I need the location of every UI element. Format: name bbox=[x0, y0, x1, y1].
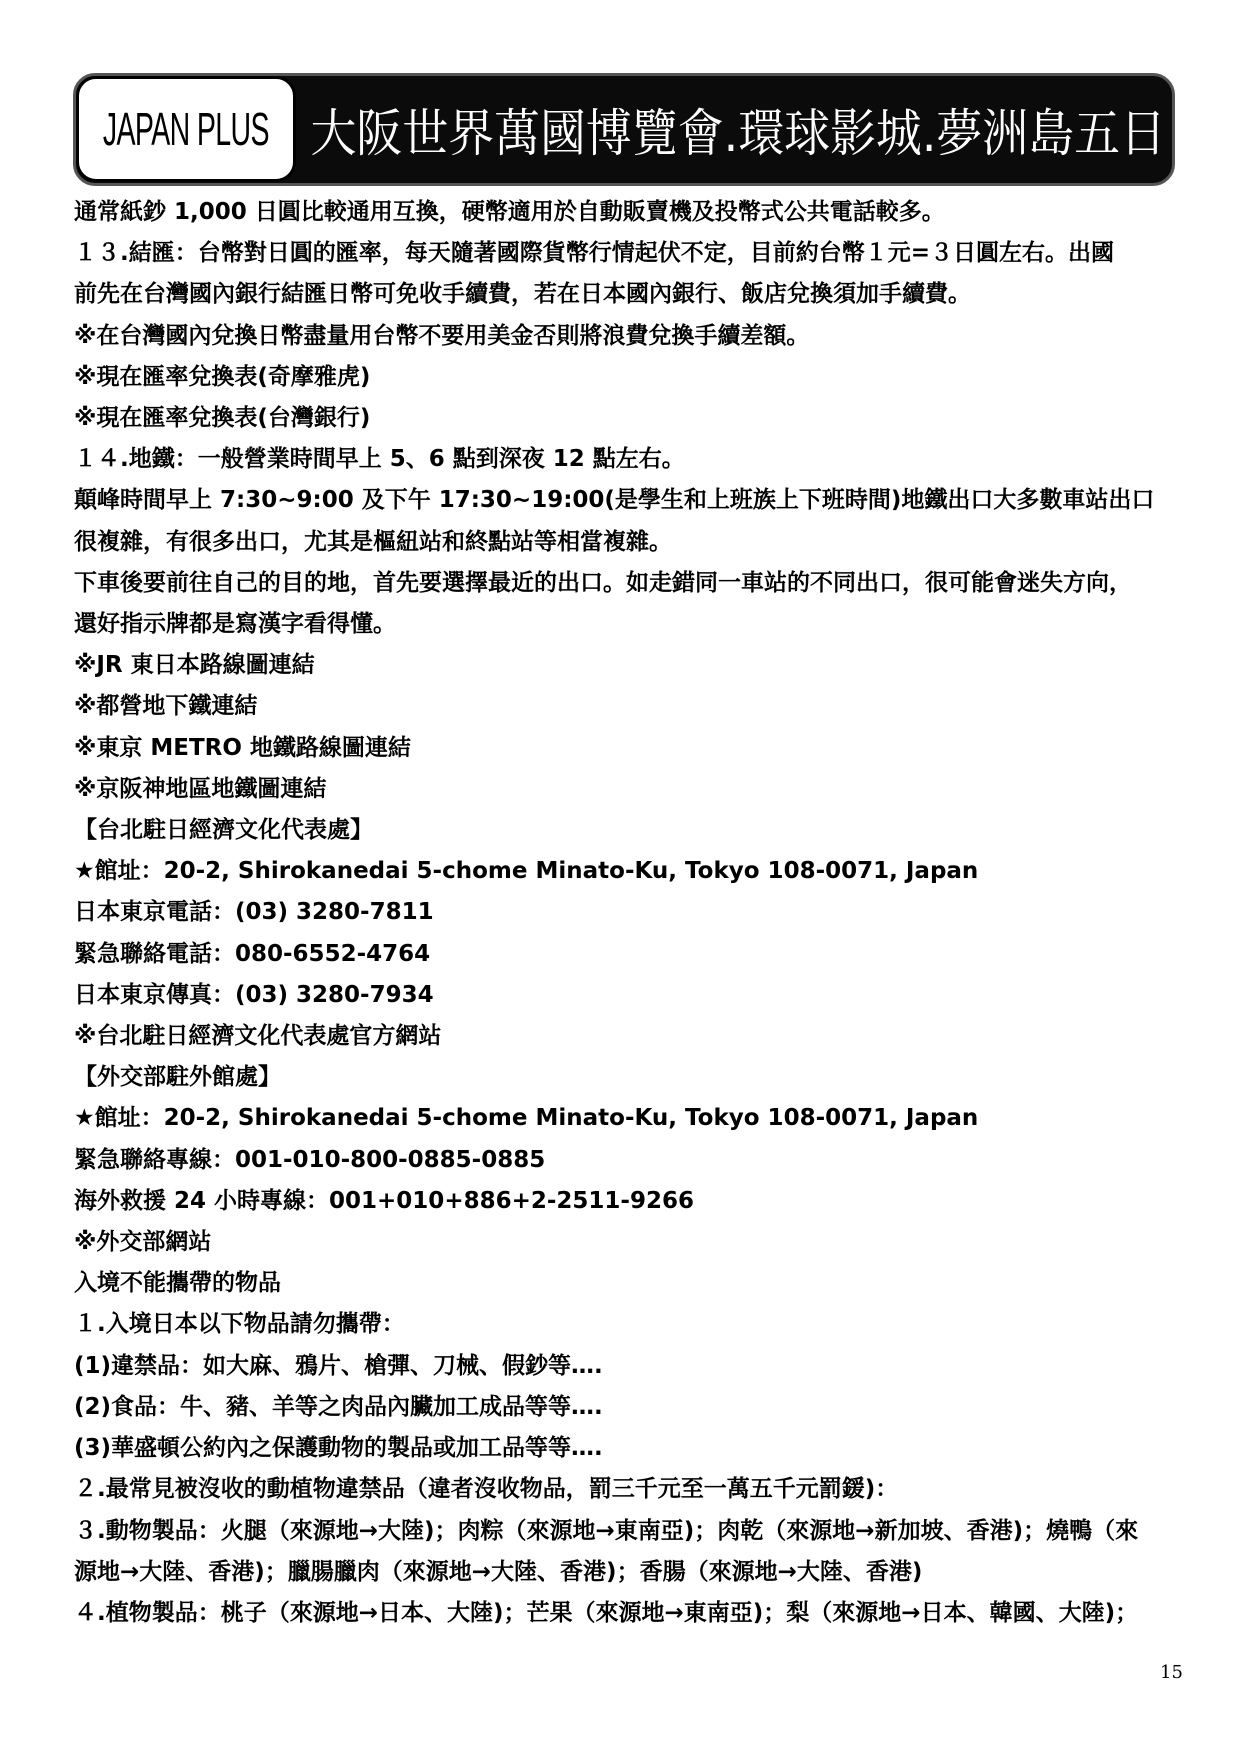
text-line: 顛峰時間早上 7:30~9:00 及下午 17:30~19:00(是學生和上班族上下班時間)地鐵出口大多數車站出口 bbox=[74, 487, 1155, 514]
text-line: ★館址：20-2, Shirokanedai 5-chome Minato-Ku, Tokyo 108-0071, Japan bbox=[74, 1105, 979, 1132]
text-line: ４.植物製品：桃子（來源地→日本、大陸)；芒果（來源地→東南亞)；梨（來源地→日本、韓國、大陸)； bbox=[74, 1599, 1139, 1626]
text-line: １.入境日本以下物品請勿攜帶： bbox=[74, 1311, 405, 1338]
tokyo-metro-map-link[interactable]: ※東京 METRO 地鐵路線圖連結 bbox=[74, 734, 411, 761]
text-line: ３.動物製品：火腿（來源地→大陸)；肉粽（來源地→東南亞)；肉乾（來源地→新加坡、香港)；燒鴨（來 bbox=[74, 1517, 1139, 1544]
brand-logo bbox=[76, 76, 296, 182]
text-line: 很複雜，有很多出口，尤其是樞紐站和終點站等相當複雜。 bbox=[74, 528, 672, 555]
text-line: 源地→大陸、香港)；臘腸臘肉（來源地→大陸、香港)；香腸（來源地→大陸、香港) bbox=[74, 1558, 923, 1585]
section-heading: 【外交部駐外館處】 bbox=[74, 1064, 281, 1091]
text-line: ★館址：20-2, Shirokanedai 5-chome Minato-Ku, Tokyo 108-0071, Japan bbox=[74, 858, 979, 885]
section-heading: 【台北駐日經濟文化代表處】 bbox=[74, 817, 373, 844]
text-line: (3)華盛頓公約內之保護動物的製品或加工品等等…. bbox=[74, 1435, 603, 1462]
text-line: (1)違禁品：如大麻、鴉片、槍彈、刀械、假鈔等…. bbox=[74, 1352, 603, 1379]
text-line: 日本東京傳真：(03) 3280-7934 bbox=[74, 981, 434, 1008]
text-line: ※在台灣國內兌換日幣盡量用台幣不要用美金否則將浪費兌換手續差額。 bbox=[74, 322, 810, 349]
body-text bbox=[74, 192, 1202, 1634]
text-line: 日本東京電話：(03) 3280-7811 bbox=[74, 899, 434, 926]
page-title: 大阪世界萬國博覽會.環球影城.夢洲島五日 bbox=[310, 105, 1166, 164]
text-line: 緊急聯絡電話：080-6552-4764 bbox=[74, 940, 431, 967]
mofa-website-link[interactable]: ※外交部網站 bbox=[74, 1229, 212, 1256]
text-line: ２.最常見被沒收的動植物違禁品（違者沒收物品，罰三千元至一萬五千元罰鍰)： bbox=[74, 1476, 899, 1503]
toei-subway-link[interactable]: ※都營地下鐵連結 bbox=[74, 693, 258, 720]
brand-text: JAPAN PLUS bbox=[102, 103, 270, 155]
text-line: １３.結匯：台幣對日圓的匯率，每天隨著國際貨幣行情起伏不定，目前約台幣１元=３日圓左右。出國 bbox=[74, 240, 1115, 267]
text-line: 下車後要前往自己的目的地，首先要選擇最近的出口。如走錯同一車站的不同出口，很可能會迷失方向， bbox=[74, 569, 1132, 596]
text-line: 通常紙鈔 1,000 日圓比較通用互換，硬幣適用於自動販賣機及投幣式公共電話較多。 bbox=[74, 199, 945, 225]
text-line: １４.地鐵：一般營業時間早上 5、6 點到深夜 12 點左右。 bbox=[74, 446, 685, 473]
page-number: 15 bbox=[1160, 1662, 1183, 1683]
keihanshin-subway-map-link[interactable]: ※京阪神地區地鐵圖連結 bbox=[74, 775, 327, 802]
taipei-office-website-link[interactable]: ※台北駐日經濟文化代表處官方網站 bbox=[74, 1023, 442, 1050]
text-line: 海外救援 24 小時專線：001+010+886+2-2511-9266 bbox=[74, 1187, 694, 1214]
jr-east-map-link[interactable]: ※JR 東日本路線圖連結 bbox=[74, 652, 315, 679]
text-line: 前先在台灣國內銀行結匯日幣可免收手續費，若在日本國內銀行、飯店兌換須加手續費。 bbox=[74, 281, 971, 308]
text-line: (2)食品：牛、豬、羊等之肉品內臟加工成品等等…. bbox=[74, 1393, 603, 1420]
section-heading: 入境不能攜帶的物品 bbox=[74, 1270, 281, 1297]
text-line: 緊急聯絡專線：001-010-800-0885-0885 bbox=[74, 1146, 546, 1173]
text-line: 還好指示牌都是寫漢字看得懂。 bbox=[74, 611, 396, 638]
exchange-rate-link-yahoo[interactable]: ※現在匯率兌換表(奇摩雅虎) bbox=[74, 363, 371, 390]
exchange-rate-link-bot[interactable]: ※現在匯率兌換表(台灣銀行) bbox=[74, 405, 371, 432]
